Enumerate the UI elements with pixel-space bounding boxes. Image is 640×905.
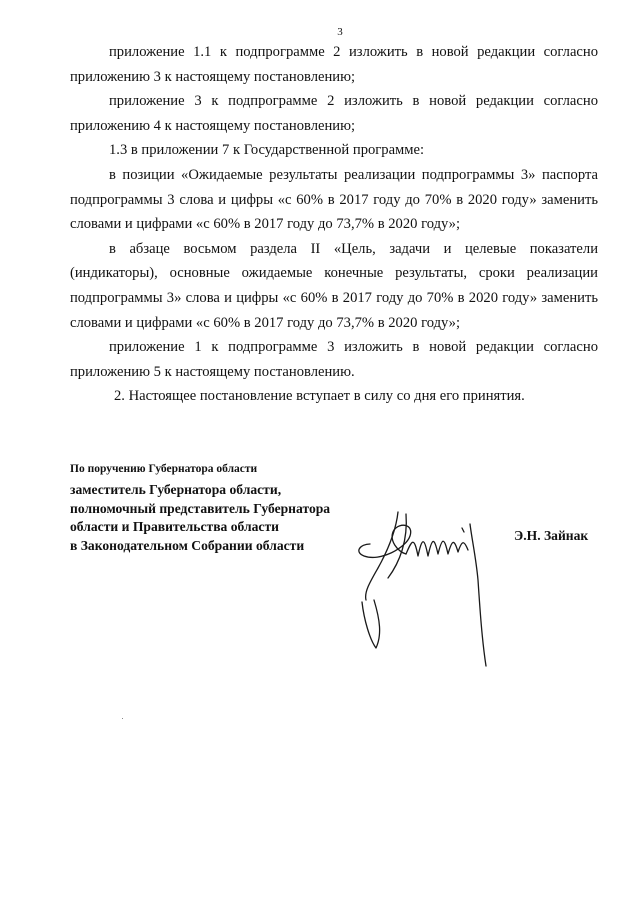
paragraph-expected-results: в позиции «Ожидаемые результаты реализации подпрограммы 3» паспорта подпрограммы 3 слова и цифры «с 60% в 2017 году до 70% в 2020 году» заменить словами и цифрами «с 60% в 2017 году до 73,7% в 2020 году»; xyxy=(70,166,598,233)
handwritten-signature xyxy=(340,500,500,670)
paragraph-effective-date: 2. Настоящее постановление вступает в силу со дня его принятия. xyxy=(114,388,525,405)
paragraph-appendix-1: приложение 1 к подпрограмме 3 изложить в новой редакции согласно приложению 5 к настоящему постановлению. xyxy=(70,339,598,380)
page-number: 3 xyxy=(337,26,343,38)
document-body xyxy=(70,40,598,409)
paragraph-section-ii: в абзаце восьмом раздела II «Цель, задачи и целевые показатели (индикаторы), основные ожидаемые конечные результаты, сроки реализации подпрограммы 3» слова и цифры «с 60% в 2017 году до 70% в 2020 году» заменить словами и цифрами «с 60% в 2017 году до 73,7% в 2020 году»; xyxy=(70,240,598,331)
signatory-title-line: заместитель Губернатора области, xyxy=(70,482,282,497)
signature-intro: По поручению Губернатора области xyxy=(70,463,258,475)
signatory-title-line: области и Правительства области xyxy=(70,519,279,535)
scan-speck xyxy=(122,718,123,719)
paragraph-section-1-3: 1.3 в приложении 7 к Государственной программе: xyxy=(109,142,425,159)
signatory-title-line: в Законодательном Собрании области xyxy=(70,537,305,553)
paragraph-appendix-1-1: приложение 1.1 к подпрограмме 2 изложить в новой редакции согласно приложению 3 к настоящему постановлению; xyxy=(70,44,598,85)
paragraph-appendix-3: приложение 3 к подпрограмме 2 изложить в новой редакции согласно приложению 4 к настоящему постановлению; xyxy=(70,93,598,134)
signatory-name: Э.Н. Зайнак xyxy=(514,528,589,543)
signatory-title-line: полномочный представитель Губернатора xyxy=(70,500,331,516)
signature-block xyxy=(70,462,370,555)
